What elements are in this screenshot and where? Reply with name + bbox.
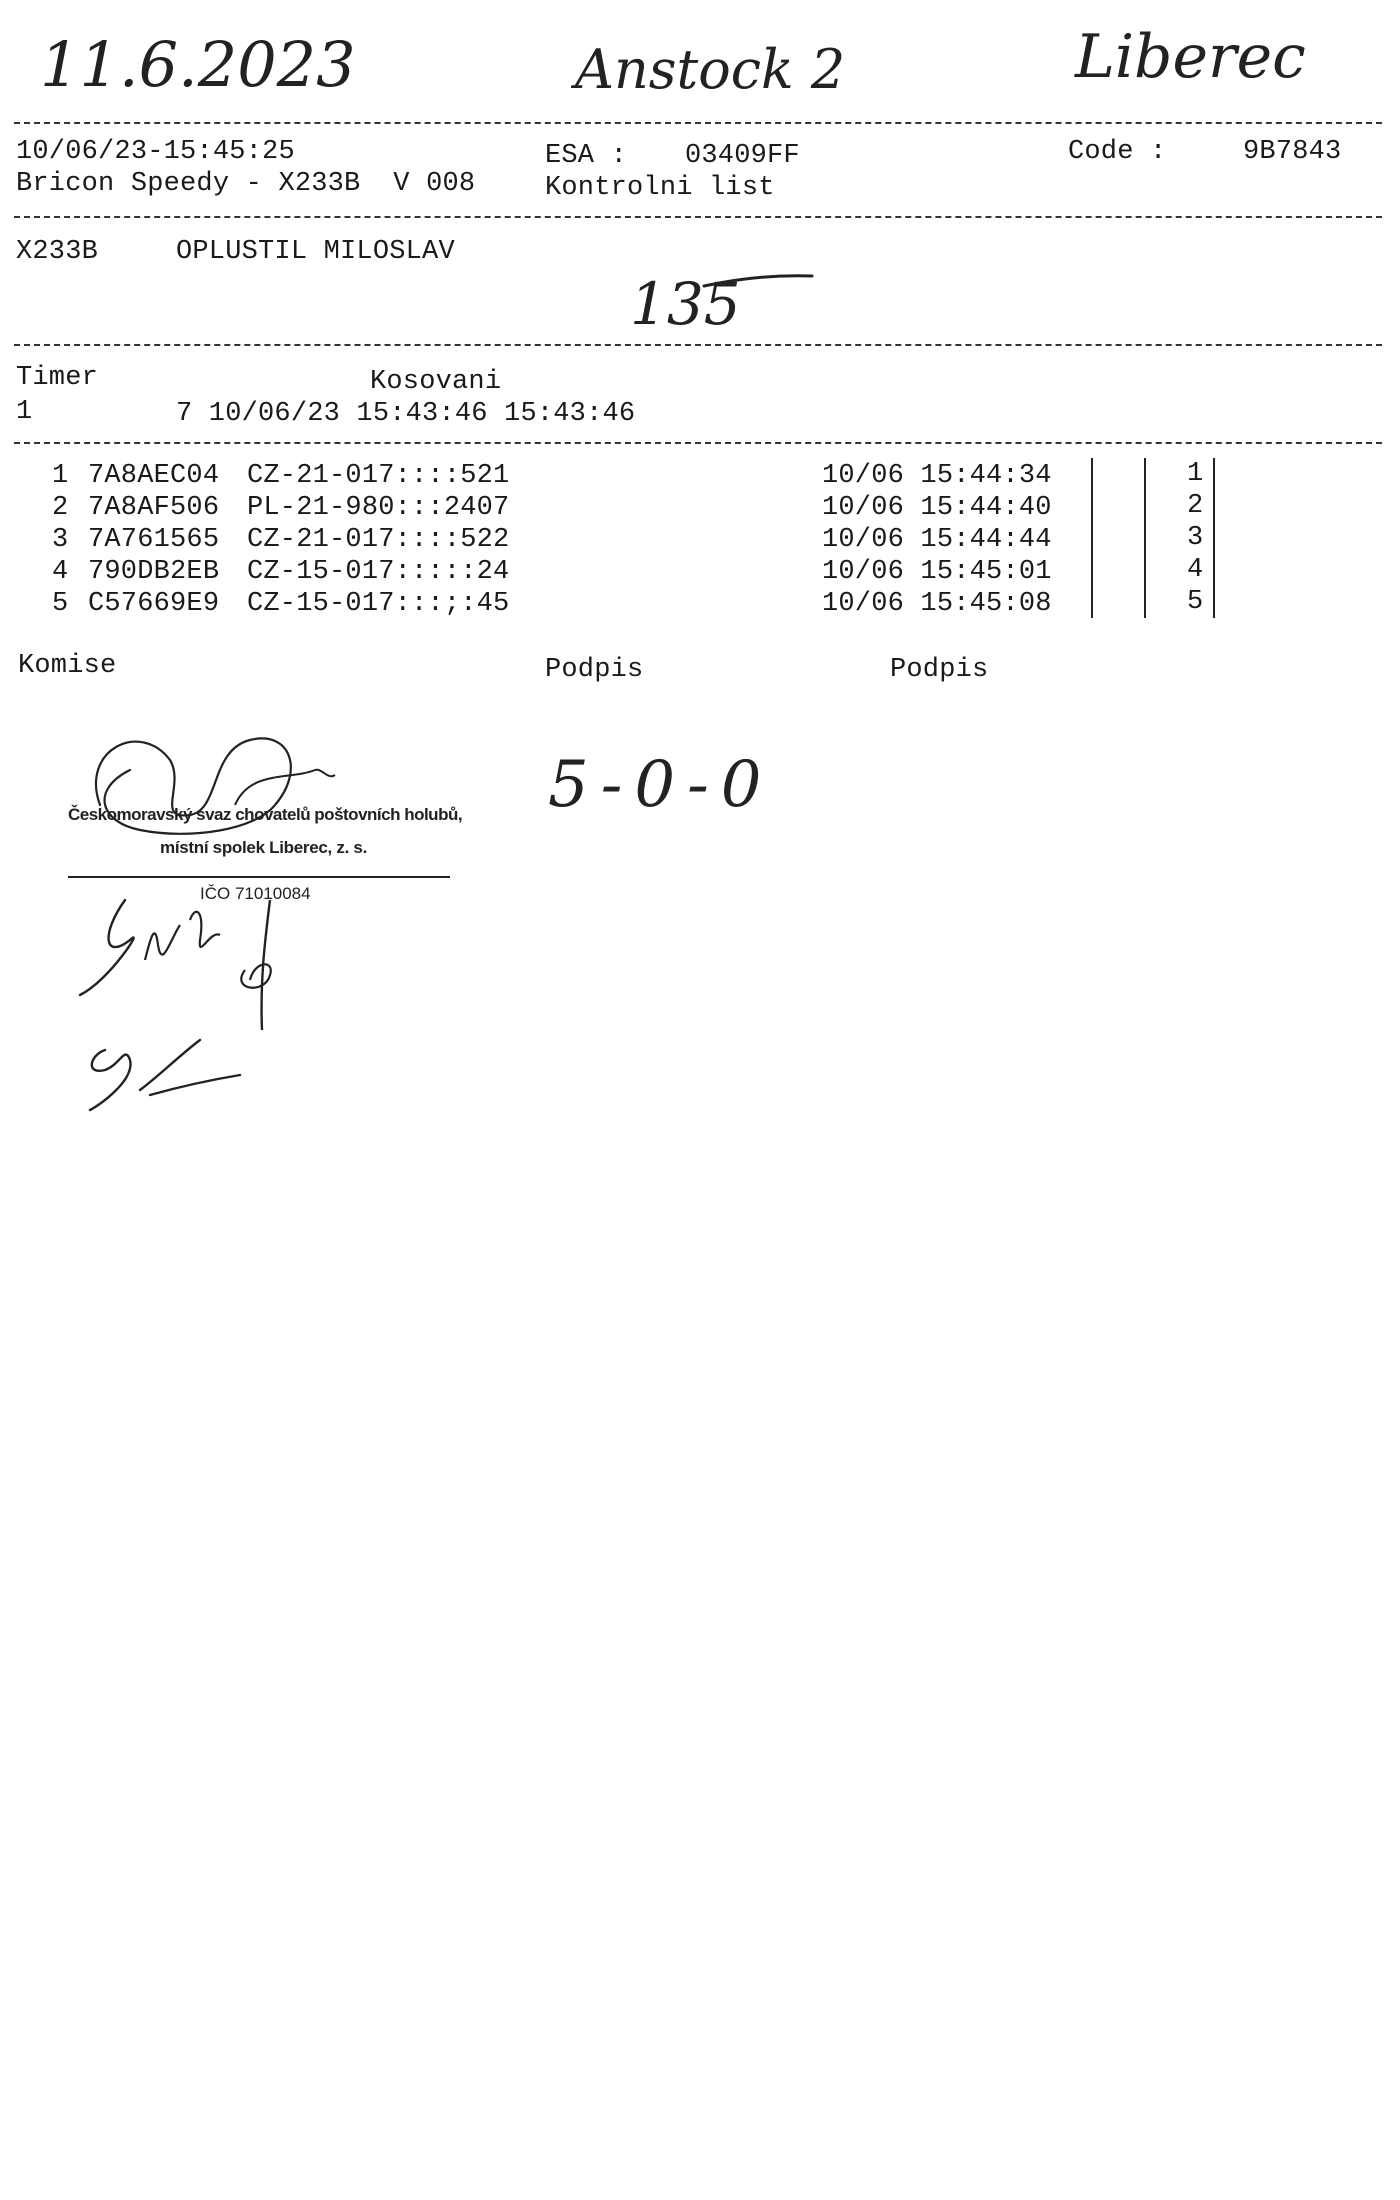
document-title: Kontrolni list	[545, 173, 775, 203]
entry-chip: 7A8AEC04	[88, 461, 220, 491]
commission-signature-1	[60, 710, 360, 860]
entry-chip: 7A8AF506	[88, 493, 220, 523]
entry-ring: CZ-21-017::::522	[247, 525, 510, 555]
entry-chip: C57669E9	[88, 589, 220, 619]
entry-ring: CZ-21-017::::521	[247, 461, 510, 491]
entry-chip: 790DB2EB	[88, 557, 220, 587]
entry-time: 10/06 15:45:01	[822, 557, 1052, 587]
podpis-label: Podpis	[545, 655, 644, 685]
entry-ring: PL-21-980:::2407	[247, 493, 510, 523]
entry-mark: 3	[1187, 523, 1204, 553]
stamp-rule	[68, 876, 450, 878]
entry-number: 1	[52, 461, 69, 491]
divider	[14, 344, 1382, 346]
code-value: 9B7843	[1243, 137, 1342, 167]
entry-mark: 1	[1187, 459, 1204, 489]
podpis-label: Podpis	[890, 655, 989, 685]
entry-time: 10/06 15:44:34	[822, 461, 1052, 491]
entry-chip: 7A761565	[88, 525, 220, 555]
handwritten-club: Liberec	[1075, 22, 1306, 92]
timer-row-number: 1	[16, 397, 33, 427]
commission-signature-3	[80, 1020, 280, 1120]
count-underline-stroke	[700, 270, 820, 300]
timer-row-values: 7 10/06/23 15:43:46 15:43:46	[176, 399, 636, 429]
divider	[14, 122, 1382, 124]
entry-number: 4	[52, 557, 69, 587]
owner-name: OPLUSTIL MILOSLAV	[176, 237, 455, 267]
stamp-line-2: místní spolek Liberec, z. s.	[160, 838, 368, 857]
entry-time: 10/06 15:45:08	[822, 589, 1052, 619]
entry-time: 10/06 15:44:44	[822, 525, 1052, 555]
header-datetime: 10/06/23-15:45:25	[16, 137, 295, 167]
entry-mark: 4	[1187, 555, 1204, 585]
divider	[14, 442, 1382, 444]
handwritten-place: Anstock 2	[575, 38, 846, 101]
esa-label: ESA :	[545, 141, 628, 171]
check-column-line	[1144, 458, 1146, 618]
entry-time: 10/06 15:44:40	[822, 493, 1052, 523]
esa-value: 03409FF	[685, 141, 800, 171]
entry-mark: 2	[1187, 491, 1204, 521]
entry-number: 3	[52, 525, 69, 555]
entry-ring: CZ-15-017:::::24	[247, 557, 510, 587]
entry-number: 5	[52, 589, 69, 619]
stamp-line-3: IČO 71010084	[200, 884, 311, 903]
commission-signature-2	[70, 880, 330, 1010]
entry-number: 2	[52, 493, 69, 523]
timer-label: Timer	[16, 363, 99, 393]
entry-mark: 5	[1187, 587, 1204, 617]
header-device: Bricon Speedy - X233B V 008	[16, 169, 476, 199]
entry-ring: CZ-15-017:::;:45	[247, 589, 510, 619]
handwritten-result: 5-0-0	[548, 748, 774, 822]
divider	[14, 216, 1382, 218]
check-column-line	[1213, 458, 1215, 618]
komise-label: Komise	[18, 651, 117, 681]
stamp-line-1: Českomoravský svaz chovatelů poštovních holubů,	[68, 805, 463, 824]
handwritten-count: 135	[630, 270, 741, 338]
kosovani-label: Kosovani	[370, 367, 502, 397]
owner-id: X233B	[16, 237, 99, 267]
code-label: Code :	[1068, 137, 1167, 167]
handwritten-date: 11.6.2023	[40, 28, 356, 101]
check-column-line	[1091, 458, 1093, 618]
